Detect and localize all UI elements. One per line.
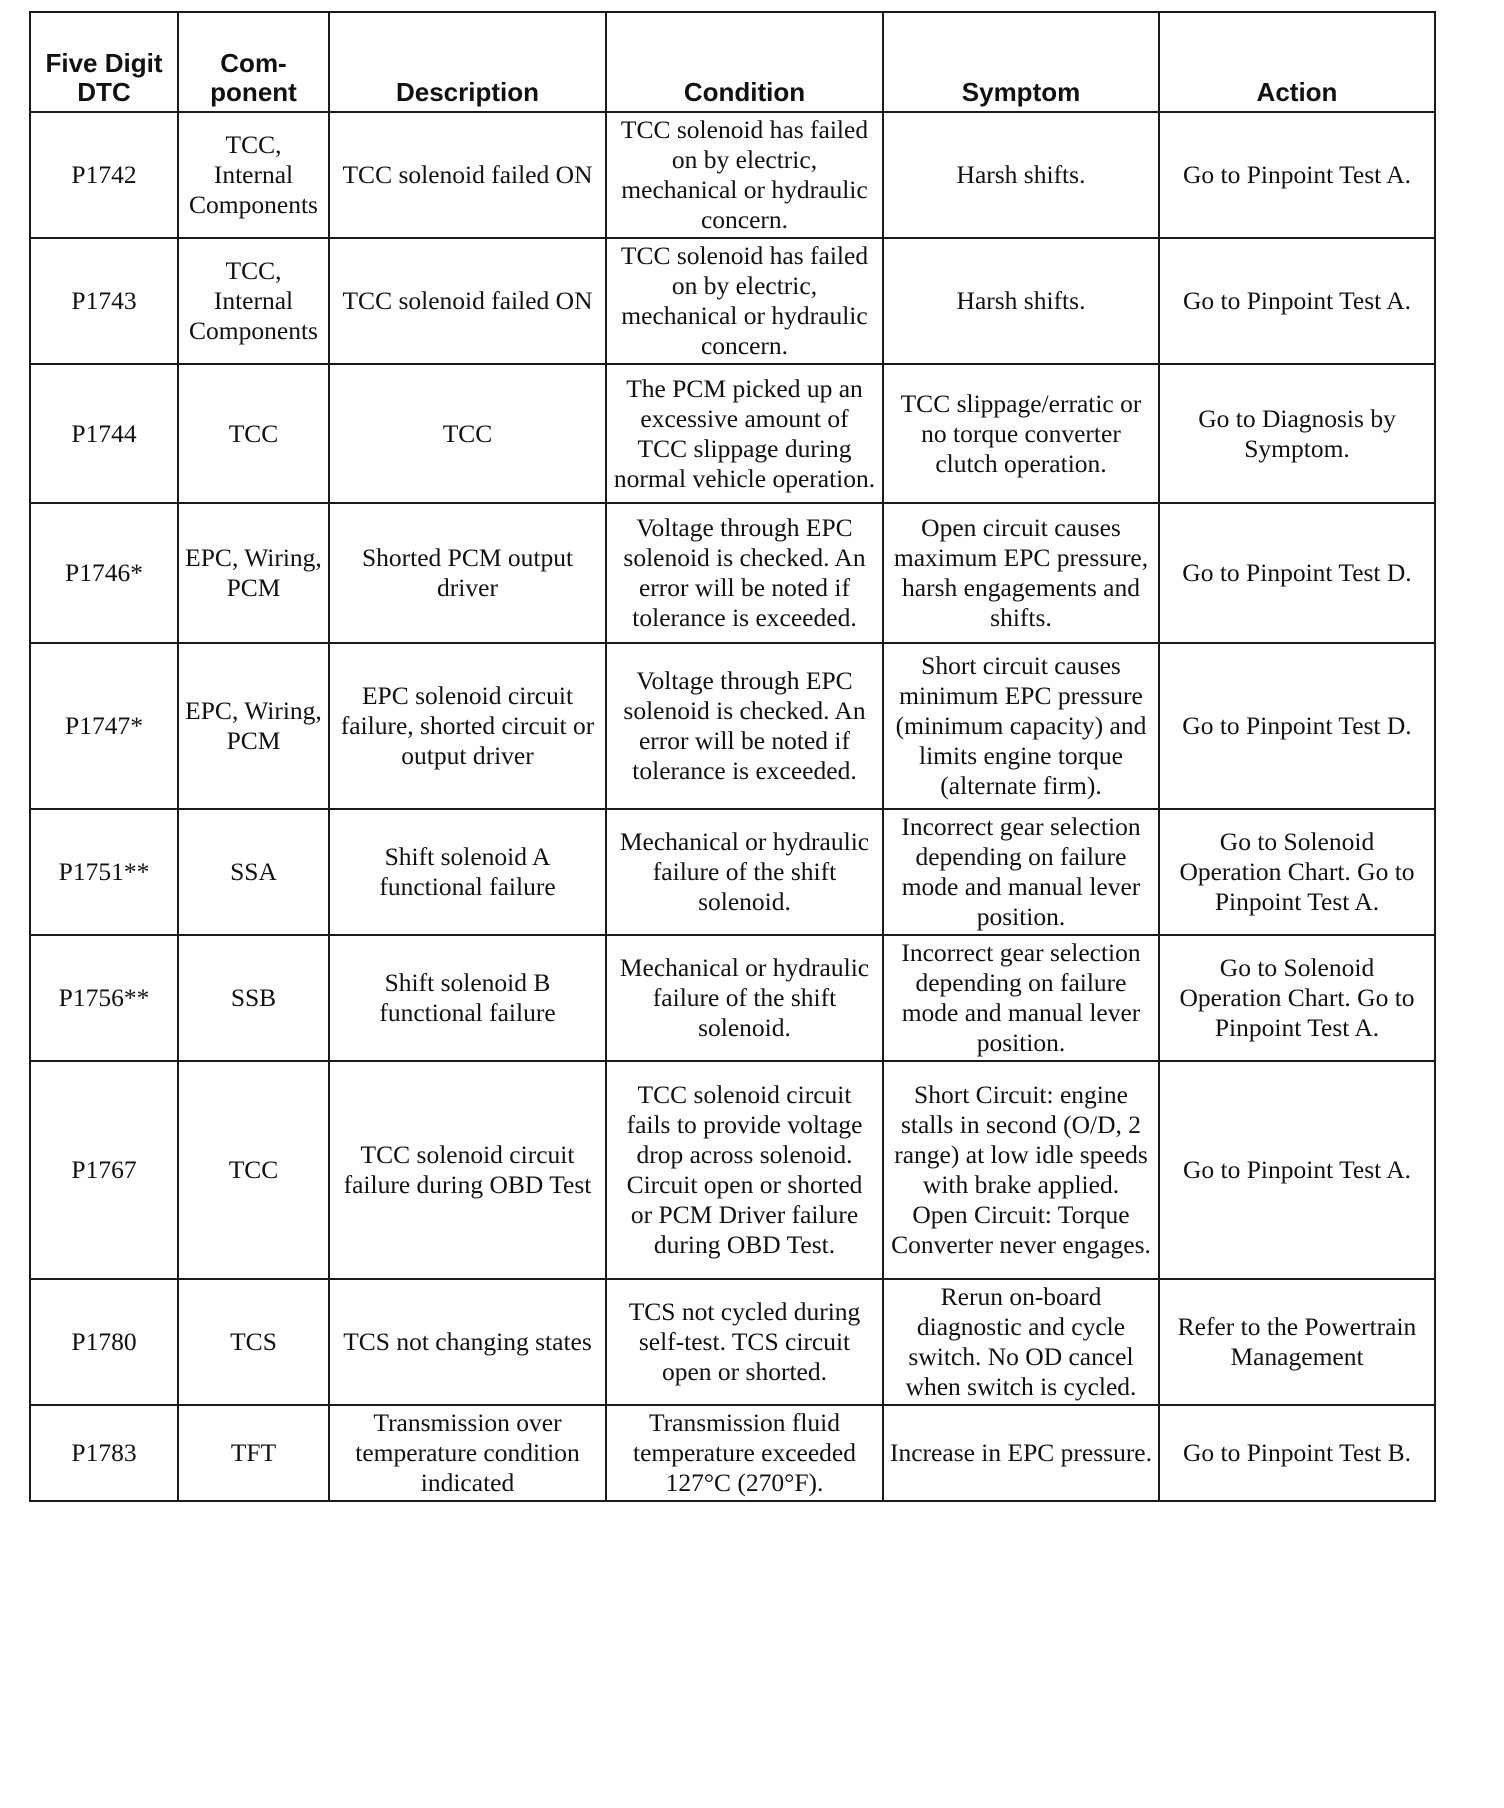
- header-dtc: [30, 12, 178, 112]
- symptom-short-circuit: Short Circuit: engine stalls in second (O/D, 2 range) at low idle speeds with brake applied.: [894, 1080, 1148, 1199]
- table-row: [30, 1061, 1435, 1279]
- action-cell: Go to Pinpoint Test A.: [1159, 1061, 1435, 1279]
- condition-cell: TCS not cycled during self-test. TCS circuit open or shorted.: [606, 1279, 883, 1405]
- action-cell: Go to Pinpoint Test B.: [1159, 1405, 1435, 1501]
- description-cell: TCC: [329, 364, 606, 503]
- component-cell: SSA: [178, 809, 329, 935]
- condition-cell: Voltage through EPC solenoid is checked. An error will be noted if tolerance is exceeded.: [606, 643, 883, 809]
- header-row: [30, 12, 1435, 112]
- description-cell: TCS not changing states: [329, 1279, 606, 1405]
- table-row: [30, 1405, 1435, 1501]
- symptom-cell: Rerun on-board diagnostic and cycle switch. No OD cancel when switch is cycled.: [883, 1279, 1159, 1405]
- condition-cell: TCC solenoid circuit fails to provide voltage drop across solenoid. Circuit open or shorted or PCM Driver failure during OBD Test.: [606, 1061, 883, 1279]
- action-cell: Go to Diagnosis by Symptom.: [1159, 364, 1435, 503]
- table-row: [30, 643, 1435, 809]
- symptom-cell: [883, 1061, 1159, 1279]
- table-row: [30, 112, 1435, 238]
- component-cell: TCC, Internal Components: [178, 112, 329, 238]
- header-component-text: Com-ponent: [210, 48, 297, 107]
- dtc-cell: P1746*: [30, 503, 178, 643]
- condition-cell: Mechanical or hydraulic failure of the shift solenoid.: [606, 809, 883, 935]
- symptom-cell: Harsh shifts.: [883, 238, 1159, 364]
- symptom-cell: Short circuit causes minimum EPC pressure (minimum capacity) and limits engine torque (alternate firm).: [883, 643, 1159, 809]
- description-cell: Transmission over temperature condition indicated: [329, 1405, 606, 1501]
- component-cell: TCC: [178, 364, 329, 503]
- symptom-cell: Increase in EPC pressure.: [883, 1405, 1159, 1501]
- condition-cell: Mechanical or hydraulic failure of the shift solenoid.: [606, 935, 883, 1061]
- table-row: [30, 935, 1435, 1061]
- description-cell: TCC solenoid circuit failure during OBD Test: [329, 1061, 606, 1279]
- description-cell: TCC solenoid failed ON: [329, 238, 606, 364]
- description-cell: TCC solenoid failed ON: [329, 112, 606, 238]
- symptom-cell: TCC slippage/erratic or no torque converter clutch operation.: [883, 364, 1159, 503]
- description-cell: Shift solenoid A functional failure: [329, 809, 606, 935]
- component-cell: TFT: [178, 1405, 329, 1501]
- table-row: [30, 1279, 1435, 1405]
- dtc-cell: P1783: [30, 1405, 178, 1501]
- symptom-cell: Incorrect gear selection depending on failure mode and manual lever position.: [883, 935, 1159, 1061]
- description-cell: EPC solenoid circuit failure, shorted circuit or output driver: [329, 643, 606, 809]
- dtc-cell: P1742: [30, 112, 178, 238]
- component-cell: EPC, Wiring, PCM: [178, 503, 329, 643]
- dtc-cell: P1780: [30, 1279, 178, 1405]
- dtc-cell: P1751**: [30, 809, 178, 935]
- dtc-cell: P1747*: [30, 643, 178, 809]
- table-row: [30, 364, 1435, 503]
- action-cell: Go to Pinpoint Test D.: [1159, 643, 1435, 809]
- header-symptom: Symptom: [883, 12, 1159, 112]
- action-cell: Go to Pinpoint Test D.: [1159, 503, 1435, 643]
- component-cell: EPC, Wiring, PCM: [178, 643, 329, 809]
- table-row: [30, 503, 1435, 643]
- description-cell: Shorted PCM output driver: [329, 503, 606, 643]
- dtc-cell: P1767: [30, 1061, 178, 1279]
- table-row: [30, 238, 1435, 364]
- condition-cell: TCC solenoid has failed on by electric, mechanical or hydraulic concern.: [606, 112, 883, 238]
- component-cell: TCC: [178, 1061, 329, 1279]
- header-dtc-text: Five Digit DTC: [45, 48, 163, 107]
- header-condition: Condition: [606, 12, 883, 112]
- condition-cell: Voltage through EPC solenoid is checked. An error will be noted if tolerance is exceeded.: [606, 503, 883, 643]
- component-cell: TCS: [178, 1279, 329, 1405]
- symptom-open-circuit: Open Circuit: Torque Converter never engages.: [891, 1200, 1151, 1259]
- symptom-cell: Harsh shifts.: [883, 112, 1159, 238]
- description-cell: Shift solenoid B functional failure: [329, 935, 606, 1061]
- action-cell: Go to Solenoid Operation Chart. Go to Pinpoint Test A.: [1159, 935, 1435, 1061]
- dtc-cell: P1756**: [30, 935, 178, 1061]
- condition-cell: Transmission fluid temperature exceeded 127°C (270°F).: [606, 1405, 883, 1501]
- header-description: Description: [329, 12, 606, 112]
- symptom-cell: Incorrect gear selection depending on failure mode and manual lever position.: [883, 809, 1159, 935]
- dtc-cell: P1744: [30, 364, 178, 503]
- dtc-cell: P1743: [30, 238, 178, 364]
- component-cell: SSB: [178, 935, 329, 1061]
- header-component: [178, 12, 329, 112]
- condition-cell: The PCM picked up an excessive amount of TCC slippage during normal vehicle operation.: [606, 364, 883, 503]
- symptom-cell: Open circuit causes maximum EPC pressure, harsh engagements and shifts.: [883, 503, 1159, 643]
- action-cell: Go to Pinpoint Test A.: [1159, 112, 1435, 238]
- condition-cell: TCC solenoid has failed on by electric, mechanical or hydraulic concern.: [606, 238, 883, 364]
- table-row: [30, 809, 1435, 935]
- action-cell: Refer to the Powertrain Management: [1159, 1279, 1435, 1405]
- action-cell: Go to Pinpoint Test A.: [1159, 238, 1435, 364]
- header-action: Action: [1159, 12, 1435, 112]
- component-cell: TCC, Internal Components: [178, 238, 329, 364]
- dtc-table: [29, 11, 1436, 1502]
- action-cell: Go to Solenoid Operation Chart. Go to Pinpoint Test A.: [1159, 809, 1435, 935]
